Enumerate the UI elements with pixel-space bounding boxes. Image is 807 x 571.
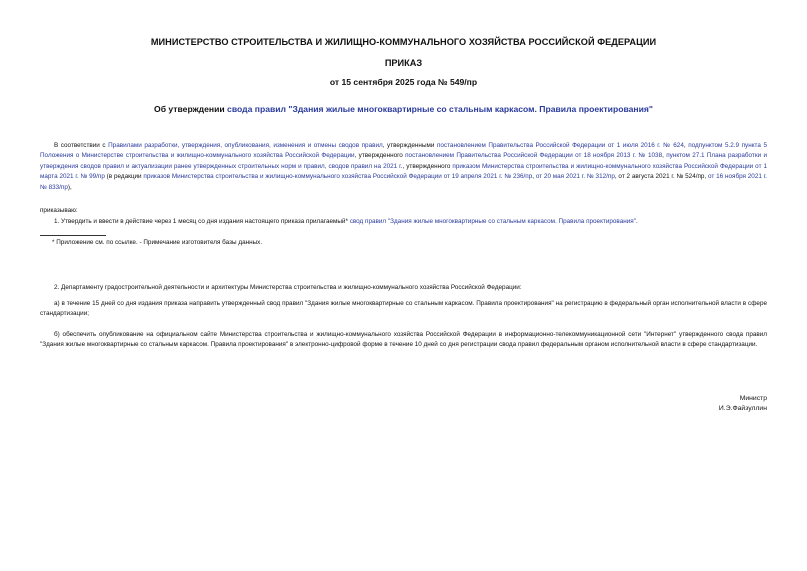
- preamble-text-2: , утвержденными: [382, 142, 437, 149]
- order-item-2: 2. Департаменту градостроительной деятельности и архитектуры Министерства строительства и жилищно-коммунального хозяйства Российской Федерации:: [54, 284, 522, 291]
- regulation-link[interactable]: подпунктом 5.2.9 пункта 5 Положения о Министерстве строительства и жилищно-коммунального хозяйства Российской Федерации: [40, 142, 767, 160]
- order-item-2a: а) в течение 15 дней со дня издания приказа направить утвержденный свод правил "Здания жилые многоквартирные со стальным каркасом. Правила проектирования" на регистрацию в федеральный орган исполнительной власти в сфере стандартизации;: [40, 300, 767, 318]
- ministry-title: МИНИСТЕРСТВО СТРОИТЕЛЬСТВА И ЖИЛИЩНО-КОММУНАЛЬНОГО ХОЗЯЙСТВА РОССИЙСКОЙ ФЕДЕРАЦИИ: [150, 37, 657, 47]
- footnote: * Приложение см. по ссылке. - Примечание изготовителя базы данных.: [52, 239, 263, 246]
- signature-position: Министр: [739, 395, 767, 402]
- plan-link[interactable]: пунктом 27.1 Плана разработки и утверждения сводов правил и актуализации ранее утвержденных строительных норм и правил, сводов правил на 2021 г.: [40, 152, 768, 170]
- item1-end: .: [636, 218, 638, 225]
- order-99-link[interactable]: приказом Министерства строительства и жилищно-коммунального хозяйства Российской Федерации от 1 марта 2021 г. № 99/пр: [40, 162, 767, 181]
- signature-name: И.Э.Файзуллин: [718, 405, 767, 412]
- preamble-text-1: В соответствии с: [54, 142, 109, 149]
- footnote-divider: [40, 235, 106, 236]
- order-312-link[interactable]: от 20 мая 2021 г. № 312/пр: [535, 173, 615, 181]
- preamble-text-4: , утвержденного: [354, 152, 406, 160]
- document-subject: [0, 104, 807, 114]
- item1-text: 1. Утвердить и ввести в действие через 1 месяц со дня издания настоящего приказа прилагаемый*: [54, 218, 350, 225]
- preamble-text-7: (в редакции: [104, 173, 144, 181]
- preamble-paragraph: [40, 141, 767, 193]
- decree-624-link[interactable]: постановлением Правительства Российской Федерации от 1 июля 2016 г. № 624: [436, 142, 684, 149]
- subject-link[interactable]: свода правил "Здания жилые многоквартирные со стальным каркасом. Правила проектирования": [227, 104, 653, 114]
- decree-1038-link[interactable]: постановлением Правительства Российской Федерации от 18 ноября 2013 г. № 1038: [405, 152, 663, 160]
- preamble-text-8: ,: [532, 173, 536, 181]
- order-833-link[interactable]: от 16 ноября 2021 г. № 833/пр: [40, 173, 767, 191]
- order-item-2b: б) обеспечить опубликование на официальном сайте Министерства строительства и жилищно-коммунального хозяйства Российской Федерации в информационно-телекоммуникационной сети "Интернет" утвержденного свода правил "Здания жилые многоквартирные со стальным каркасом. Правила проектирования" в электронно-цифровой форме в течение 10 дней со дня регистрации свода правил федеральным органом исполнительной власти в сфере стандартизации.: [40, 331, 767, 349]
- preamble-text-9: , от 2 августа 2021 г. № 524/пр,: [614, 173, 709, 181]
- preamble-text-5: ,: [662, 152, 667, 160]
- rules-link[interactable]: Правилами разработки, утверждения, опубликования, изменения и отмены сводов правил: [108, 142, 383, 149]
- order-word: приказываю:: [40, 207, 78, 214]
- document-date-number: от 15 сентября 2025 года № 549/пр: [329, 77, 478, 87]
- preamble-text-3: ,: [683, 142, 689, 149]
- preamble-text-10: ),: [67, 183, 72, 191]
- order-item-1: [40, 217, 767, 227]
- code-of-rules-link[interactable]: свод правил "Здания жилые многоквартирные со стальным каркасом. Правила проектирования": [349, 218, 636, 225]
- subject-prefix: Об утверждении: [154, 104, 228, 114]
- preamble-text-6: , утвержденного: [402, 162, 453, 170]
- document-type: ПРИКАЗ: [384, 58, 423, 68]
- order-236-link[interactable]: приказов Министерства строительства и жилищно-коммунального хозяйства Российской Федерации от 19 апреля 2021 г. № 236/пр: [143, 173, 533, 181]
